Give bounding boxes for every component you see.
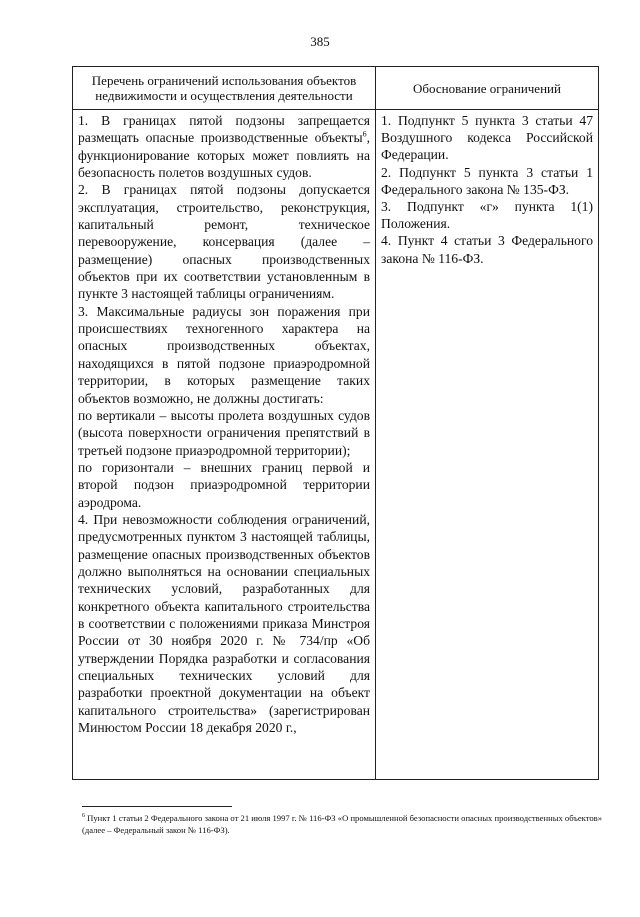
restriction-item-1-text-end: , функционирование которых может повлиять на безопасность полетов воздушных судов. bbox=[78, 130, 370, 181]
page-number: 385 bbox=[310, 34, 330, 49]
footnote-marker: 6 bbox=[82, 813, 85, 820]
footnote-divider bbox=[82, 806, 232, 807]
justification-item-3: 3. Подпункт «г» пункта 1(1) Положения. bbox=[381, 199, 593, 232]
justification-item-4: 4. Пункт 4 статьи 3 Федерального закона № 116-ФЗ. bbox=[381, 233, 593, 266]
justification-cell bbox=[376, 110, 599, 780]
restriction-item-3-horizontal: по горизонтали – внешних границ первой и второй подзон приаэродромной территории аэродрома. bbox=[78, 459, 370, 510]
table-row bbox=[73, 110, 599, 780]
header-restrictions-list: Перечень ограничений использования объектов недвижимости и осуществления деятельности bbox=[73, 67, 376, 110]
restriction-item-3: 3. Максимальные радиусы зон поражения при происшествиях техногенного характера на опасных производственных объектах, находящихся в пятой подзоне приаэродромной территории, в которых размещение таких объектов возможно, не должны достигать: bbox=[78, 303, 370, 406]
restriction-item-1 bbox=[78, 112, 370, 181]
table-header-row bbox=[73, 67, 599, 110]
justification-item-1: 1. Подпункт 5 пункта 3 статьи 47 Воздушного кодекса Российской Федерации. bbox=[381, 113, 593, 163]
restriction-item-3-vertical: по вертикали – высоты пролета воздушных судов (высота поверхности ограничения препятствий в третьей подзоне приаэродромной территории); bbox=[78, 407, 370, 458]
restriction-item-4: 4. При невозможности соблюдения ограничений, предусмотренных пунктом 3 настоящей таблицы, размещение опасных производственных объектов должно выполняться на основании специальных технических условий, разработанных для конкретного объекта капитального строительства в соответствии с положениями приказа Минстроя России от 30 ноября 2020 г. № 734/пр «Об утверждении Порядка разработки и согласования специальных технических условий для разработки проектной документации на объект капитального строительства» (зарегистрирован Минюстом России 18 декабря 2020 г., bbox=[78, 511, 370, 736]
footnote-reference: 6 bbox=[362, 129, 367, 139]
restrictions-table bbox=[72, 66, 599, 780]
footnote-text: Пункт 1 статьи 2 Федерального закона от 21 июля 1997 г. № 116-ФЗ «О промышленной безопасности опасных производственных объектов» (далее – Федеральный закон № 116-ФЗ). bbox=[82, 813, 602, 835]
restriction-item-2: 2. В границах пятой подзоны допускается эксплуатация, строительство, реконструкция, капитальный ремонт, техническое перевооружение, консервация (далее – размещение) опасных производственных объектов при их соответствии установленным в пункте 3 настоящей таблицы ограничениям. bbox=[78, 182, 370, 302]
header-justification: Обоснование ограничений bbox=[376, 67, 599, 110]
justification-item-2: 2. Подпункт 5 пункта 3 статьи 1 Федерального закона № 135-ФЗ. bbox=[381, 164, 593, 197]
footnote bbox=[82, 812, 602, 836]
restrictions-cell bbox=[73, 110, 376, 780]
restriction-item-1-text: 1. В границах пятой подзоны запрещается размещать опасные производственные объекты bbox=[78, 113, 370, 146]
